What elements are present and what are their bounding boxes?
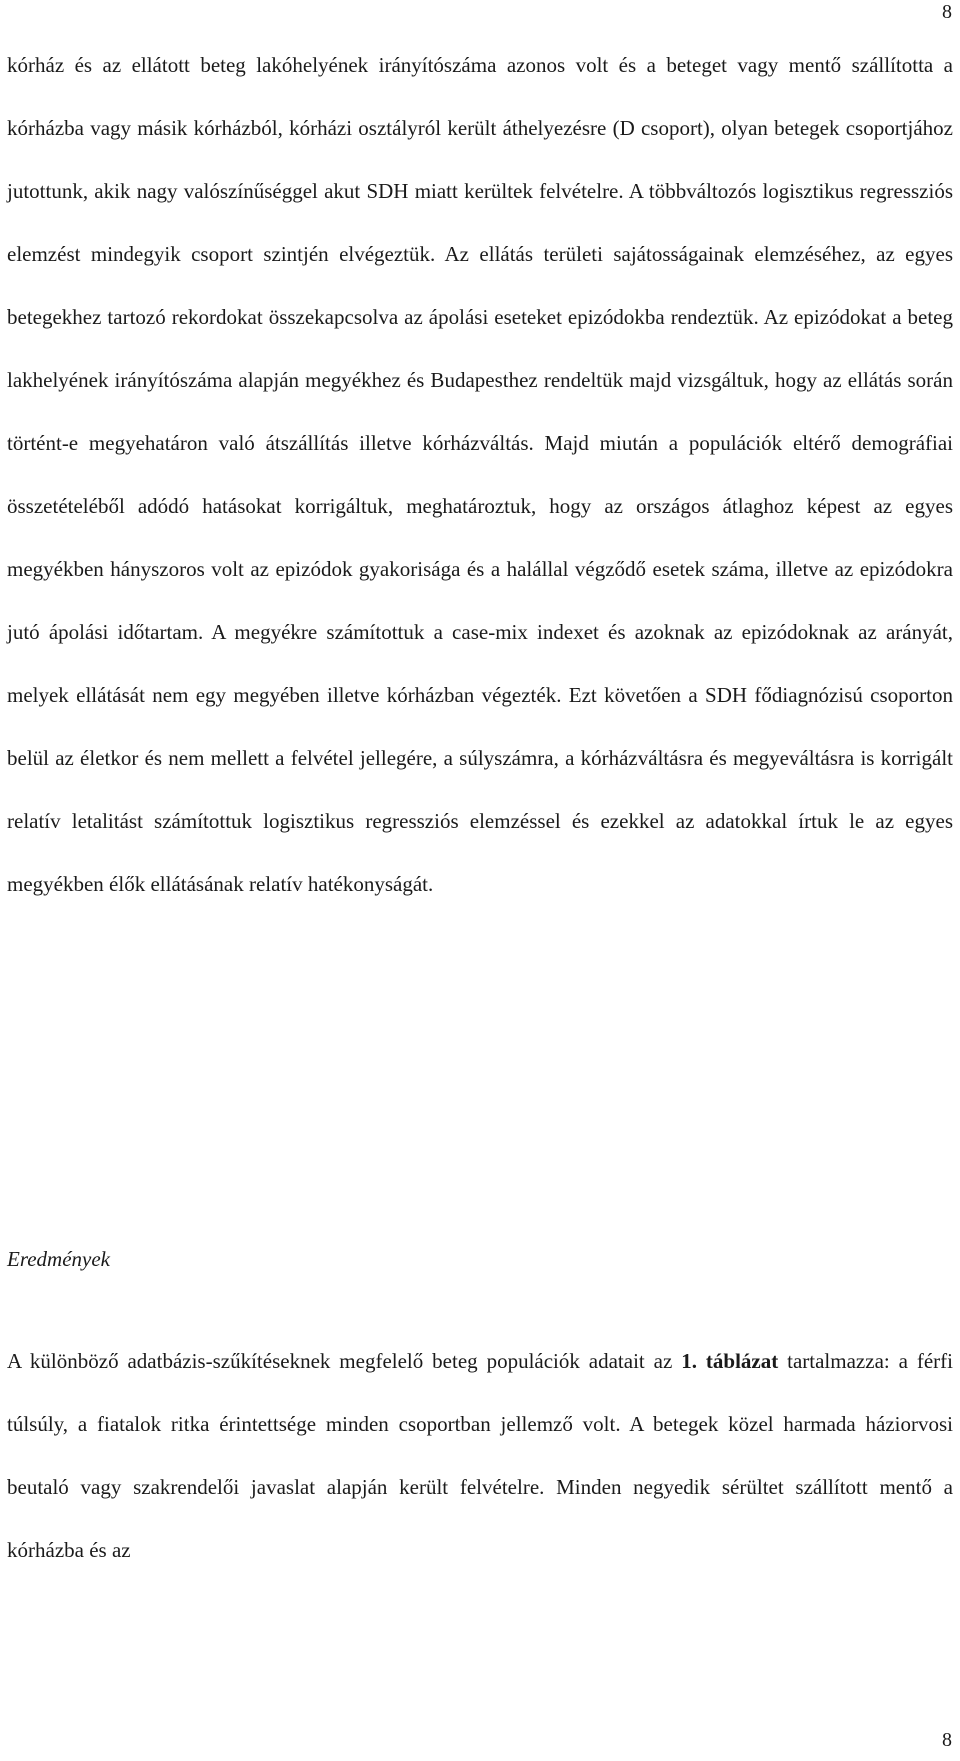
body-paragraph-methods: kórház és az ellátott beteg lakóhelyének irányítószáma azonos volt és a beteget vagy mentő szállította a kórházba vagy másik kórházból, kórházi osztályról került áthelyezésre (D csoport), olyan betegek csoportjához jutottunk, akik nagy valószínűséggel akut SDH miatt kerültek felvételre. A többváltozós logisztikus regressziós elemzést mindegyik csoport szintjén elvégeztük. Az ellátás területi sajátosságainak elemzéséhez, az egyes betegekhez tartozó rekordokat összekapcsolva az ápolási eseteket epizódokba rendeztük. Az epizódokat a beteg lakhelyének irányítószáma alapján megyékhez és Budapesthez rendeltük majd vizsgáltuk, hogy az ellátás során történt-e megyehatáron való átszállítás illetve kórházváltás. Majd miután a populációk eltérő demográfiai összetételéből adódó hatásokat korrigáltuk, meghatároztuk, hogy az országos átlaghoz képest az egyes megyékben hányszoros volt az epizódok gyakorisága és a halállal végződő esetek száma, illetve az epizódokra jutó ápolási időtartam. A megyékre számítottuk a case-mix indexet és azoknak az epizódoknak az arányát, melyek ellátását nem egy megyében illetve kórházban végezték. Ezt követően a SDH fődiagnózisú csoporton belül az életkor és nem mellett a felvétel jellegére, a súlyszámra, a kórházváltásra és megyeváltásra is korrigált relatív letalitást számítottuk logisztikus regressziós elemzéssel és ezekkel az adatokkal írtuk le az egyes megyékben élők ellátásának relatív hatékonyságát.: [7, 53, 953, 896]
paragraph-text-end: tartalmazza: a férfi túlsúly, a fiatalok ritka érintettsége minden csoportban jellemző volt. A betegek közel harmada háziorvosi beutaló vagy szakrendelői javaslat alapján került felvételre. Minden negyedik sérültet szállított mentő a kórházba és az: [7, 1349, 953, 1562]
body-paragraph-results: [7, 1330, 953, 1582]
paragraph-text-start: A különböző adatbázis-szűkítéseknek megfelelő beteg populációk adatait az: [7, 1349, 682, 1373]
section-heading-results: Eredmények: [7, 1247, 110, 1271]
page-number-top: 8: [942, 1, 952, 23]
page-number-bottom: 8: [942, 1729, 952, 1751]
table-reference: 1. táblázat: [681, 1349, 779, 1373]
